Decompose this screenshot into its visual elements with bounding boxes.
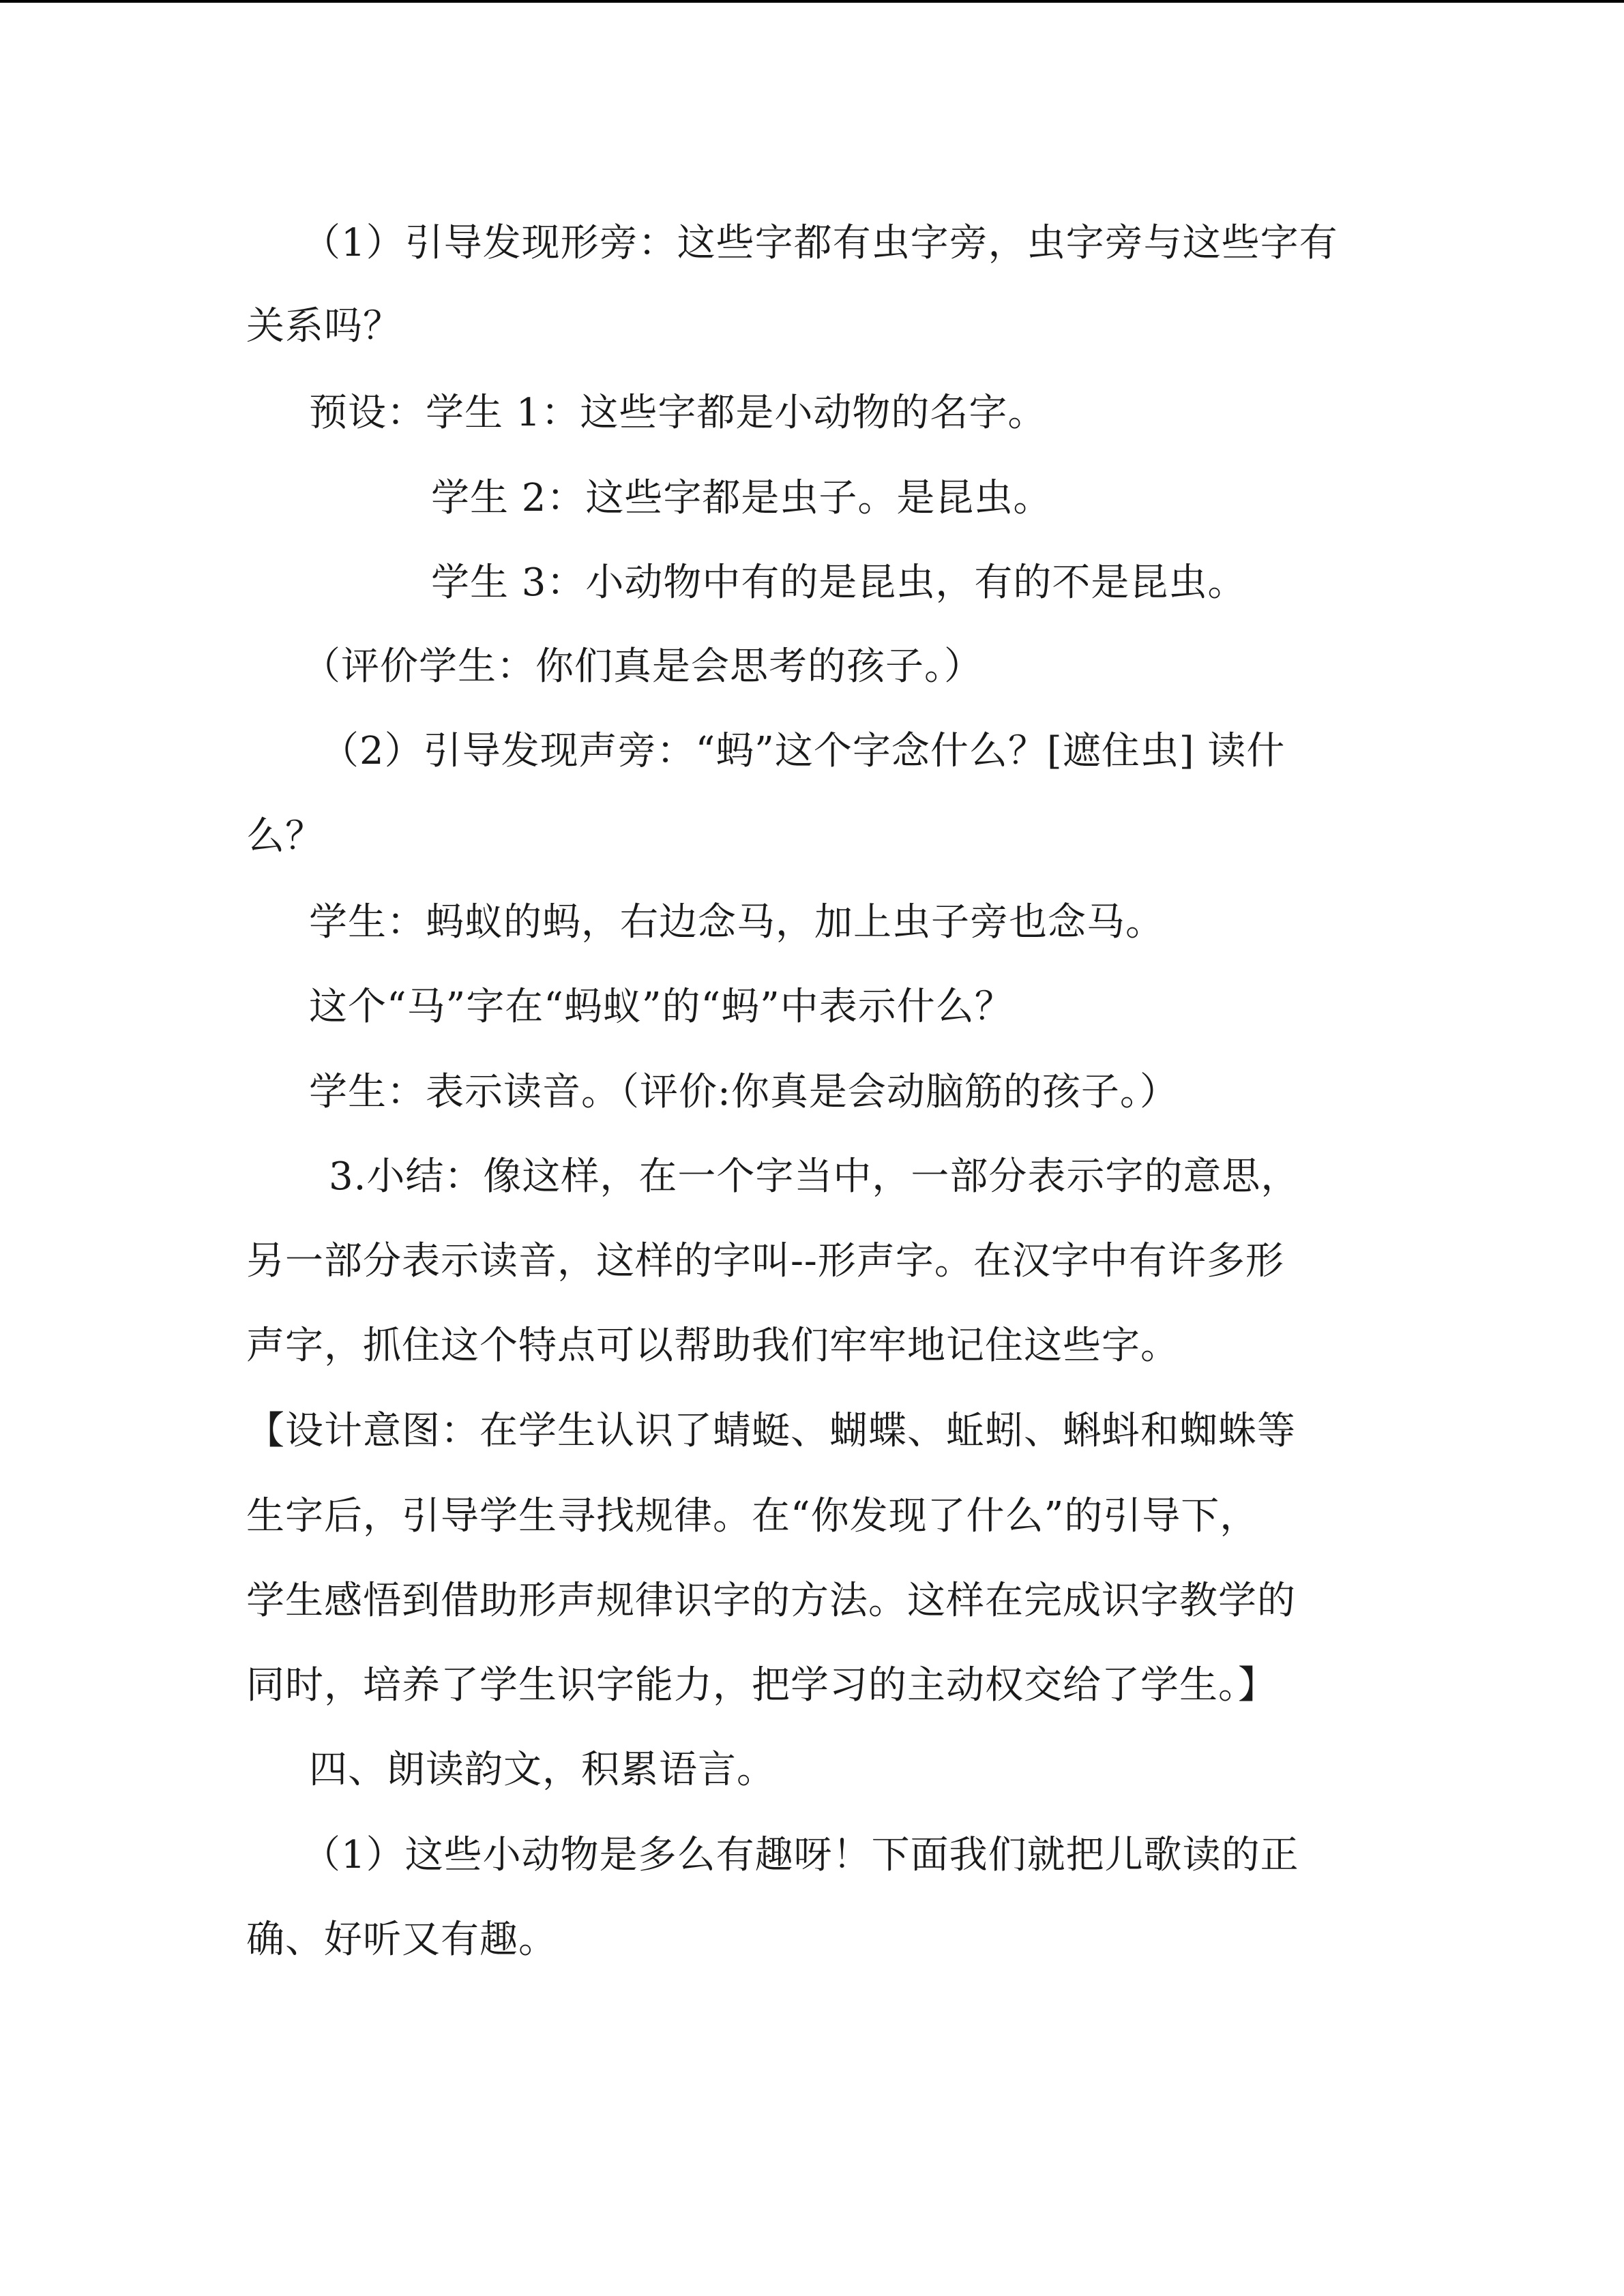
paragraph-line: 3.小结：像这样，在一个字当中，一部分表示字的意思， [329,1154,1300,1199]
design-intent-line: 学生感悟到借助形声规律识字的方法。这样在完成识字教学的 [246,1579,1296,1623]
paragraph-line: 预设：学生 1：这些字都是小动物的名字。 [309,391,1047,435]
design-intent-line: 同时，培养了学生识字能力，把学习的主动权交给了学生。】 [246,1663,1277,1708]
design-intent-line: 生字后，引导学生寻找规律。在“你发现了什么”的引导下， [246,1494,1259,1538]
paragraph-line: （1）引导发现形旁：这些字都有虫字旁，虫字旁与这些字有 [302,221,1338,265]
paragraph-line: 学生：表示读音。（评价:你真是会动脑筋的孩子。） [309,1070,1179,1114]
paragraph-line: （评价学生：你们真是会思考的孩子。） [302,644,983,689]
paragraph-line: 声字，抓住这个特点可以帮助我们牢牢地记住这些字。 [246,1324,1179,1368]
paragraph-line: （2）引导发现声旁：“蚂”这个字念什么？[遮住虫] 读什 [321,729,1286,773]
paragraph-line: 确、好听又有趣。 [246,1918,557,1962]
design-intent-line: 【设计意图：在学生认识了蜻蜓、蝴蝶、蚯蚓、蝌蚪和蜘蛛等 [246,1409,1296,1453]
paragraph-line: 学生：蚂蚁的蚂，右边念马，加上虫子旁也念马。 [309,900,1164,944]
paragraph-line: 另一部分表示读音，这样的字叫--形声字。在汉字中有许多形 [246,1239,1284,1283]
paragraph-line: 学生 2：这些字都是虫子。是昆虫。 [431,476,1052,520]
section-heading: 四、朗读韵文，积累语言。 [309,1748,776,1792]
paragraph-line: 么？ [246,814,324,859]
paragraph-line: 学生 3：小动物中有的是昆虫，有的不是昆虫。 [431,561,1247,605]
paragraph-line: 关系吗？ [246,304,402,348]
paragraph-line: 这个“马”字在“蚂蚁”的“蚂”中表示什么？ [309,985,1014,1029]
paragraph-line: （1）这些小动物是多么有趣呀！下面我们就把儿歌读的正 [302,1833,1299,1877]
